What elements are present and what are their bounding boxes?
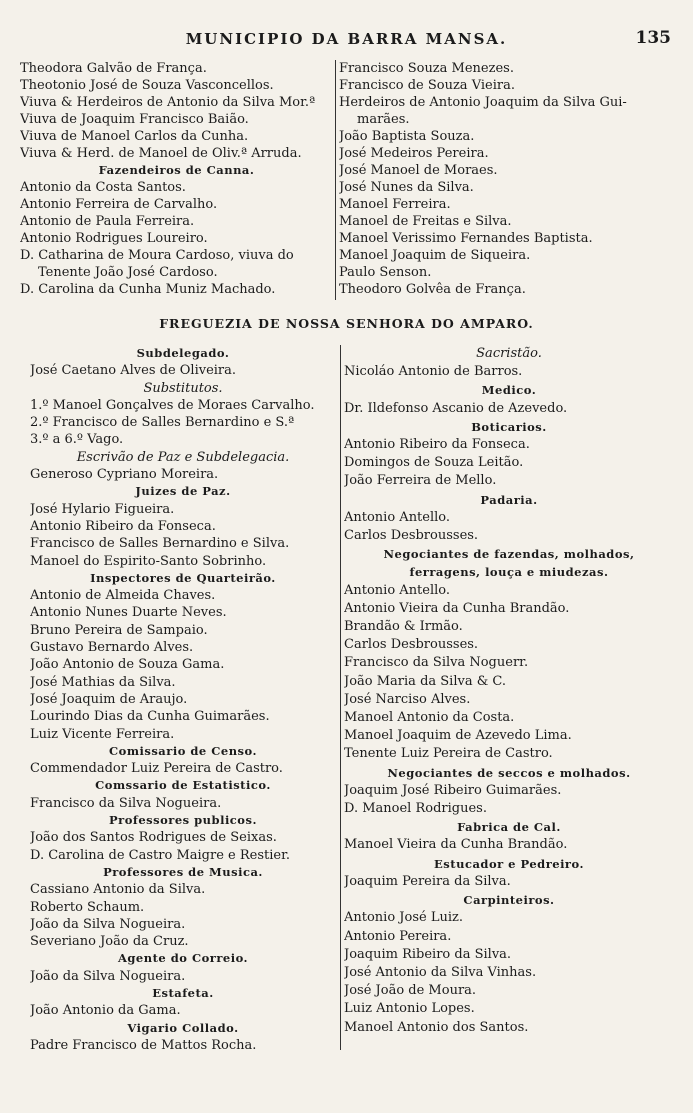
section-heading: Professores de Musica. — [103, 864, 263, 879]
list-entry: Francisco da Silva Noguerr. — [344, 655, 529, 671]
section-heading: Comissario de Censo. — [109, 743, 257, 758]
list-entry: João Baptista Souza. — [339, 129, 475, 144]
list-entry: Manoel Ferreira. — [339, 197, 451, 212]
section-heading: Negociantes de fazendas, molhados, — [383, 547, 635, 562]
list-entry: José Antonio da Silva Vinhas. — [344, 964, 537, 980]
list-entry: Antonio Nunes Duarte Neves. — [30, 605, 227, 621]
list-entry: José Narciso Alves. — [344, 691, 471, 707]
list-entry: Luiz Vicente Ferreira. — [30, 726, 175, 742]
section-heading: Medico. — [481, 383, 537, 398]
list-entry: José Joaquim de Araujo. — [30, 691, 188, 707]
list-entry: Viuva & Herd. de Manoel de Oliv.ª Arruda. — [20, 146, 302, 161]
section-heading: Boticarios. — [471, 419, 547, 434]
section-title: FREGUEZIA DE NOSSA SENHORA DO AMPARO. — [159, 316, 534, 331]
list-entry: 1.º Manoel Gonçalves de Moraes Carvalho. — [30, 397, 315, 413]
list-entry: Manoel do Espirito-Santo Sobrinho. — [30, 553, 267, 569]
list-entry: Antonio Ribeiro da Fonseca. — [30, 518, 216, 534]
list-entry: Antonio Antello. — [344, 582, 451, 598]
bottom-right-column — [344, 345, 674, 1037]
list-entry: D. Carolina da Cunha Muniz Machado. — [20, 282, 276, 297]
list-entry: Tenente Luiz Pereira de Castro. — [344, 746, 553, 762]
list-entry: Antonio José Luiz. — [344, 910, 463, 926]
list-entry: Francisco de Salles Bernardino e Silva. — [30, 536, 290, 552]
list-entry: Bruno Pereira de Sampaio. — [30, 622, 208, 638]
page-title: MUNICIPIO DA BARRA MANSA. — [185, 30, 508, 48]
list-entry: Nicoláo Antonio de Barros. — [344, 364, 523, 380]
bottom-left-column — [30, 345, 336, 1054]
section-heading: Juizes de Paz. — [135, 484, 231, 499]
list-entry: Padre Francisco de Mattos Rocha. — [30, 1037, 257, 1053]
list-entry: Manoel Antonio da Costa. — [344, 710, 515, 726]
list-entry: João dos Santos Rodrigues de Seixas. — [30, 830, 277, 846]
list-entry: D. Carolina de Castro Maigre e Restier. — [30, 847, 290, 863]
section-heading: Substitutos. — [143, 380, 223, 396]
list-entry: Antonio da Costa Santos. — [20, 180, 186, 195]
list-entry: Francisco de Souza Vieira. — [339, 78, 515, 93]
top-left-column — [20, 60, 333, 298]
section-heading: Fazendeiros de Canna. — [98, 163, 255, 177]
section-heading: Padaria. — [480, 492, 538, 507]
list-entry: D. Catharina de Moura Cardoso, viuva do — [20, 248, 294, 263]
section-heading: ferragens, louça e miudezas. — [409, 565, 609, 580]
list-entry: Commendador Luiz Pereira de Castro. — [30, 761, 283, 777]
list-entry: José Caetano Alves de Oliveira. — [30, 363, 237, 379]
list-entry: Roberto Schaum. — [30, 899, 145, 915]
list-entry: José Nunes da Silva. — [339, 180, 474, 195]
list-entry: marães. — [357, 112, 410, 127]
list-entry: Manoel Verissimo Fernandes Baptista. — [339, 231, 593, 246]
list-entry: Manoel Antonio dos Santos. — [344, 1019, 529, 1035]
list-entry: Joaquim Ribeiro da Silva. — [344, 946, 512, 962]
list-entry: Antonio Antello. — [344, 509, 451, 525]
list-entry: Antonio Vieira da Cunha Brandão. — [344, 600, 570, 616]
list-entry: Lourindo Dias da Cunha Guimarães. — [30, 709, 270, 725]
section-heading: Professores publicos. — [109, 813, 257, 828]
list-entry: Carlos Desbrousses. — [344, 528, 479, 544]
list-entry: Manoel Vieira da Cunha Brandão. — [344, 837, 568, 853]
list-entry: Gustavo Bernardo Alves. — [30, 640, 194, 656]
section-heading: Comssario de Estatistico. — [95, 778, 271, 793]
list-entry: Francisco da Silva Nogueira. — [30, 795, 222, 811]
list-entry: João da Silva Nogueira. — [30, 968, 186, 984]
list-entry: José Mathias da Silva. — [30, 674, 176, 690]
list-entry: Antonio Rodrigues Loureiro. — [20, 231, 208, 246]
section-heading: Estafeta. — [152, 985, 214, 1000]
list-entry: João Antonio da Gama. — [30, 1003, 181, 1019]
list-entry: Antonio Ferreira de Carvalho. — [20, 197, 218, 212]
list-entry: Brandão & Irmão. — [344, 619, 463, 635]
page-number: 135 — [635, 28, 671, 48]
list-entry: Antonio de Almeida Chaves. — [30, 588, 216, 604]
list-entry: Paulo Senson. — [339, 265, 432, 280]
section-heading: Vigario Collado. — [127, 1020, 239, 1035]
section-heading: Fabrica de Cal. — [457, 820, 561, 835]
page-header — [0, 30, 693, 52]
list-entry: Generoso Cypriano Moreira. — [30, 467, 219, 483]
list-entry: Tenente João José Cardoso. — [38, 265, 218, 280]
list-entry: Manoel Joaquim de Siqueira. — [339, 248, 531, 263]
section-heading: Inspectores de Quarteirão. — [90, 570, 276, 585]
section-heading: Sacristão. — [476, 346, 542, 361]
list-entry: Domingos de Souza Leitão. — [344, 455, 524, 471]
list-entry: Luiz Antonio Lopes. — [344, 1001, 475, 1017]
list-entry: Manoel Joaquim de Azevedo Lima. — [344, 728, 572, 744]
list-entry: Herdeiros de Antonio Joaquim da Silva Gui- — [339, 95, 627, 110]
list-entry: 3.º a 6.º Vago. — [30, 432, 124, 448]
list-entry: João da Silva Nogueira. — [30, 916, 186, 932]
column-divider — [340, 345, 341, 1050]
list-entry: João Maria da Silva & C. — [344, 673, 507, 689]
list-entry: José João de Moura. — [344, 983, 477, 999]
list-entry: Antonio Ribeiro da Fonseca. — [344, 437, 530, 453]
list-entry: Theotonio José de Souza Vasconcellos. — [20, 78, 274, 93]
list-entry: Antonio de Paula Ferreira. — [20, 214, 195, 229]
list-entry: Cassiano Antonio da Silva. — [30, 882, 206, 898]
list-entry: Carlos Desbrousses. — [344, 637, 479, 653]
list-entry: 2.º Francisco de Salles Bernardino e S.ª — [30, 415, 295, 431]
list-entry: João Ferreira de Mello. — [344, 473, 497, 489]
list-entry: Joaquim Pereira da Silva. — [344, 873, 511, 889]
section-heading: Carpinteiros. — [463, 893, 555, 908]
list-entry: Joaquim José Ribeiro Guimarães. — [344, 782, 562, 798]
list-entry: José Manoel de Moraes. — [339, 163, 498, 178]
list-entry: Manoel de Freitas e Silva. — [339, 214, 512, 229]
list-entry: Viuva de Joaquim Francisco Baião. — [20, 112, 249, 127]
section-heading: Estucador e Pedreiro. — [434, 856, 584, 871]
section-heading: Negociantes de seccos e molhados. — [387, 765, 631, 780]
list-entry: José Medeiros Pereira. — [339, 146, 489, 161]
list-entry: José Hylario Figueira. — [30, 501, 175, 517]
list-entry: Antonio Pereira. — [344, 928, 452, 944]
section-heading: Agente do Correio. — [117, 951, 249, 966]
section-heading: Escrivão de Paz e Subdelegacia. — [76, 449, 290, 465]
section-heading: Subdelegado. — [136, 346, 230, 360]
list-entry: Theodoro Golvêa de França. — [339, 282, 526, 297]
list-entry: Dr. Ildefonso Ascanio de Azevedo. — [344, 400, 568, 416]
top-right-column — [339, 60, 675, 298]
list-entry: Viuva de Manoel Carlos da Cunha. — [20, 129, 249, 144]
list-entry: Severiano João da Cruz. — [30, 934, 189, 950]
list-entry: Francisco Souza Menezes. — [339, 61, 514, 76]
column-divider — [335, 60, 336, 300]
list-entry: Theodora Galvão de França. — [20, 61, 207, 76]
list-entry: João Antonio de Souza Gama. — [30, 657, 225, 673]
list-entry: D. Manoel Rodrigues. — [344, 801, 487, 817]
list-entry: Viuva & Herdeiros de Antonio da Silva Mor.ª — [20, 95, 316, 110]
